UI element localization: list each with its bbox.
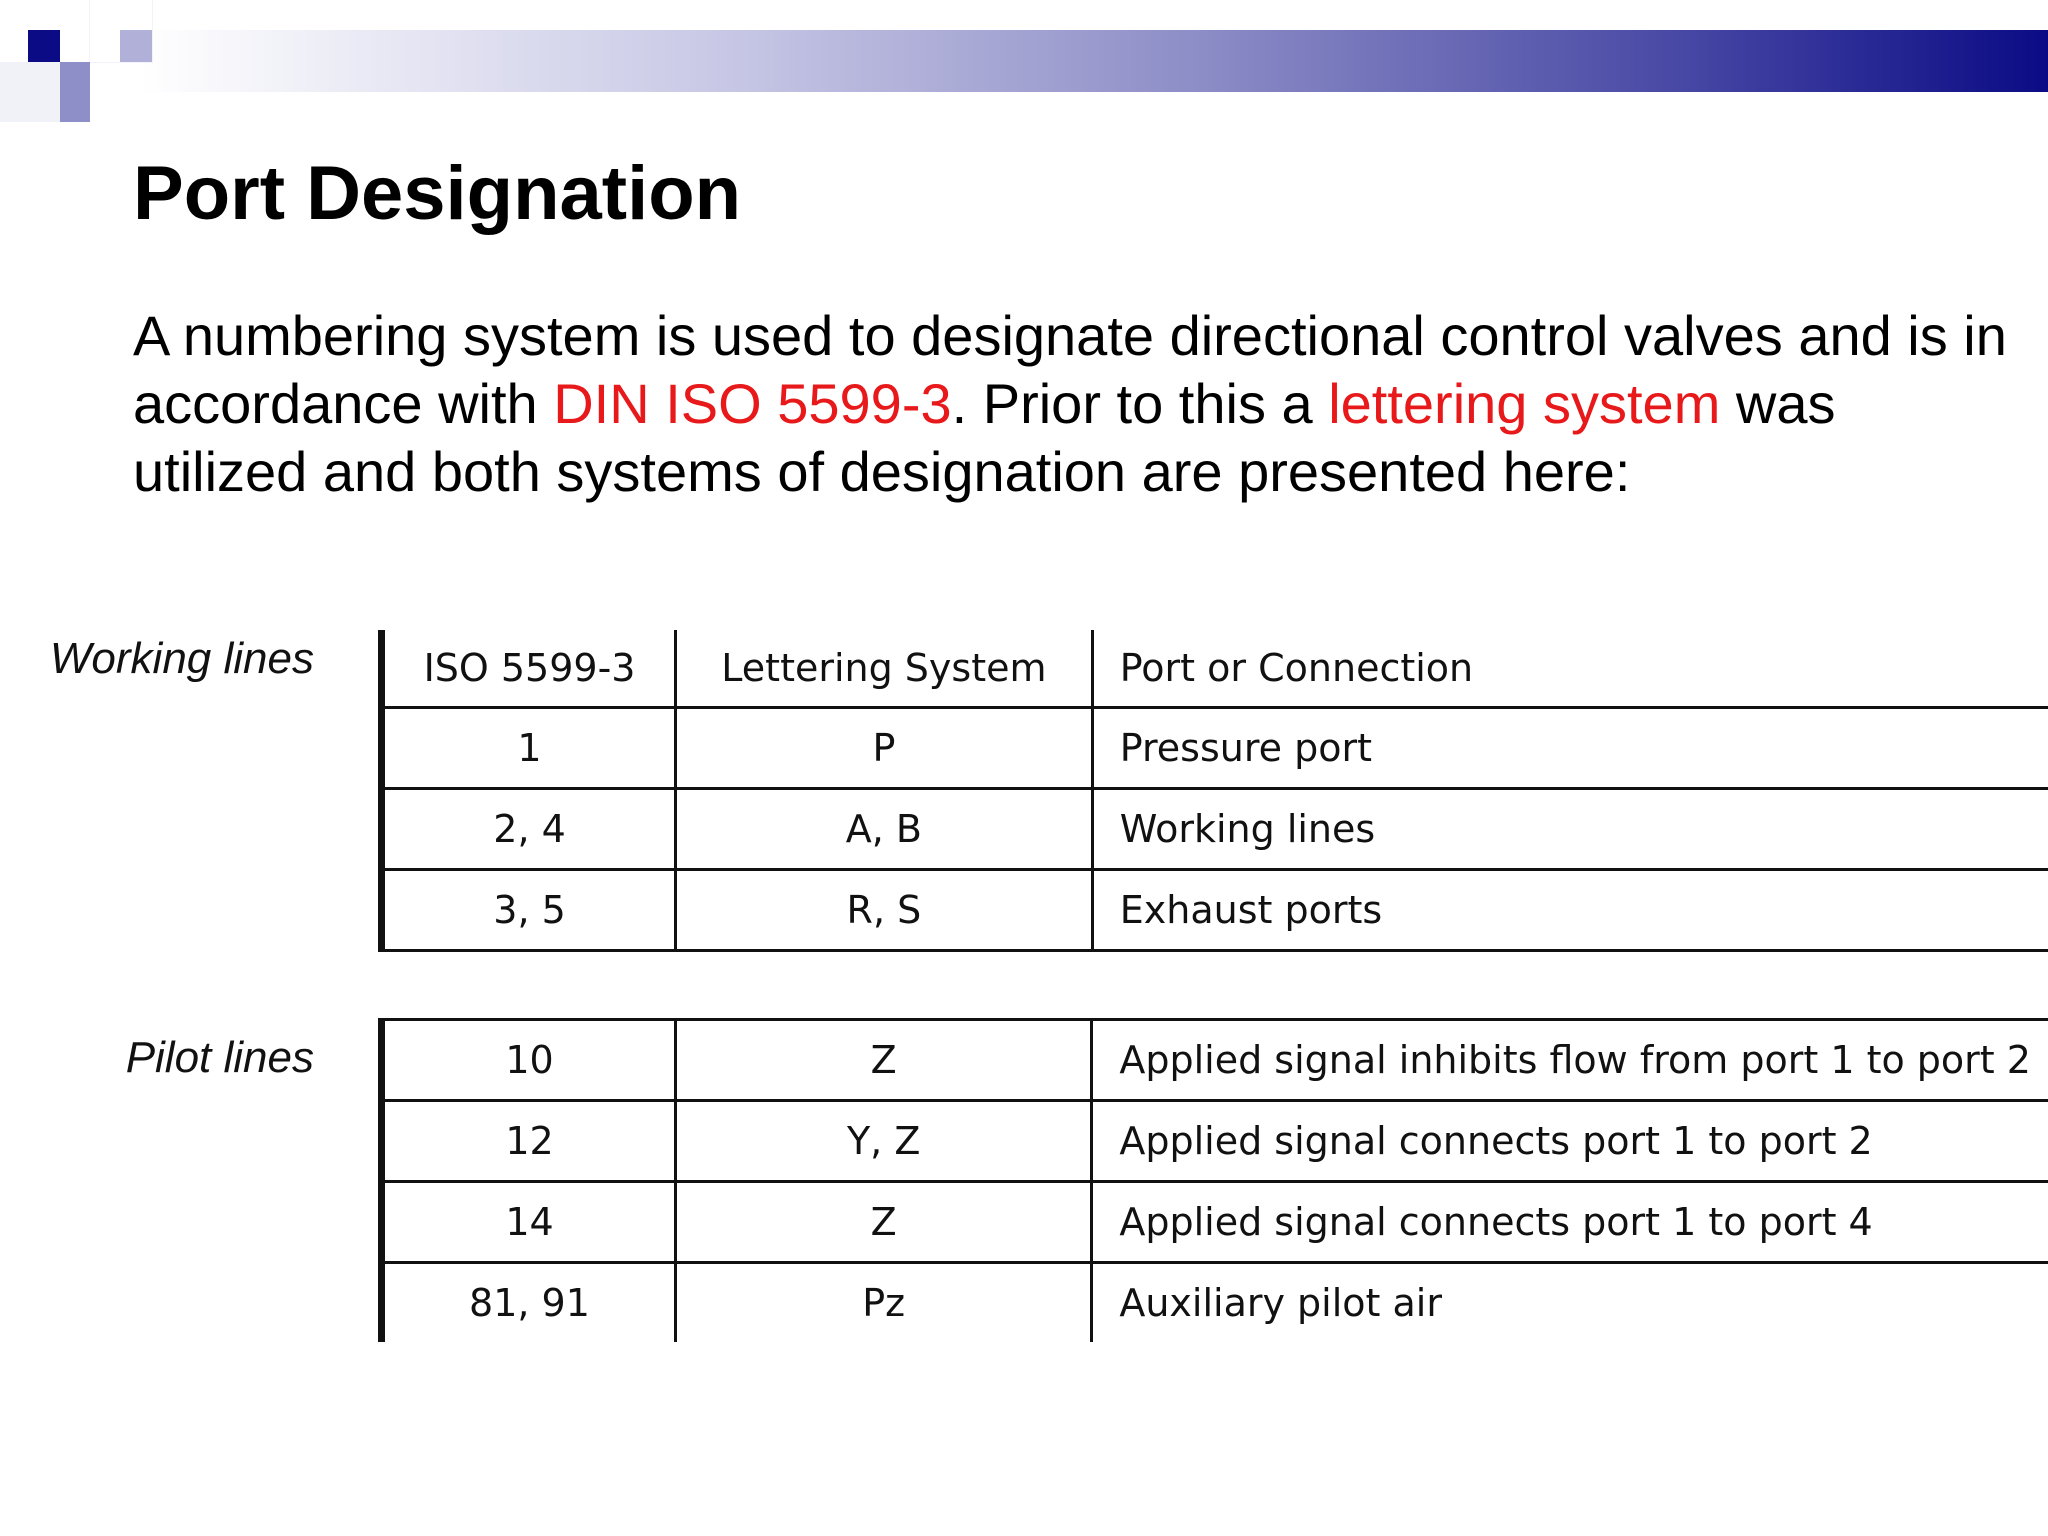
- cell-lettering: Pz: [675, 1263, 1091, 1343]
- header-iso: ISO 5599-3: [382, 630, 676, 708]
- header-port: Port or Connection: [1092, 630, 2048, 708]
- cell-port: Pressure port: [1092, 708, 2048, 789]
- decor-square: [60, 92, 90, 122]
- cell-port: Applied signal inhibits flow from port 1 to port 2: [1092, 1020, 2048, 1101]
- intro-text: . Prior to this a: [951, 372, 1329, 435]
- cell-lettering: Z: [675, 1020, 1091, 1101]
- pilot-lines-table: [378, 1018, 2048, 1342]
- working-lines-label: Working lines: [49, 634, 314, 683]
- table-header-row: [382, 630, 2048, 708]
- table-row: [382, 1182, 2048, 1263]
- decor-square: [60, 62, 90, 92]
- highlight-lettering-system: lettering system: [1328, 372, 1721, 435]
- table-row: [382, 870, 2048, 951]
- cell-iso: 81, 91: [382, 1263, 676, 1343]
- cell-iso: 14: [382, 1182, 676, 1263]
- cell-iso: 2, 4: [382, 789, 676, 870]
- working-lines-table: [378, 630, 2048, 952]
- header-lettering: Lettering System: [676, 630, 1093, 708]
- cell-iso: 10: [382, 1020, 676, 1101]
- cell-iso: 1: [382, 708, 676, 789]
- cell-port: Auxiliary pilot air: [1119, 1281, 1442, 1325]
- cell-iso: 12: [382, 1101, 676, 1182]
- table-row: [382, 1020, 2048, 1101]
- cell-lettering: R, S: [676, 870, 1093, 951]
- table-row: [382, 708, 2048, 789]
- table-row: [382, 789, 2048, 870]
- header-gradient-bar: [140, 30, 2048, 92]
- highlight-din-iso: DIN ISO 5599-3: [553, 372, 952, 435]
- cell-lettering: P: [676, 708, 1093, 789]
- cell-port: Working lines: [1092, 789, 2048, 870]
- cell-port: Applied signal connects port 1 to port 4: [1092, 1182, 2048, 1263]
- intro-paragraph: [133, 302, 2013, 506]
- decor-square: [120, 30, 152, 62]
- table-row: [382, 1263, 2048, 1343]
- cell-lettering: Y, Z: [675, 1101, 1091, 1182]
- table-row: [382, 1101, 2048, 1182]
- cell-port: Exhaust ports: [1092, 870, 2048, 951]
- cell-lettering: A, B: [676, 789, 1093, 870]
- slide-title: Port Designation: [133, 151, 742, 236]
- cell-port: Applied signal connects port 1 to port 2: [1092, 1101, 2048, 1182]
- cell-lettering: Z: [675, 1182, 1091, 1263]
- decor-square: [28, 30, 60, 62]
- pilot-lines-label: Pilot lines: [125, 1033, 314, 1082]
- cell-iso: 3, 5: [382, 870, 676, 951]
- intro-text: was utilized and both systems of designation are presented here:: [133, 372, 1836, 503]
- decor-square: [0, 62, 60, 122]
- intro-text: A numbering system is used to designate directional control valves and is in accordance with: [133, 304, 2007, 435]
